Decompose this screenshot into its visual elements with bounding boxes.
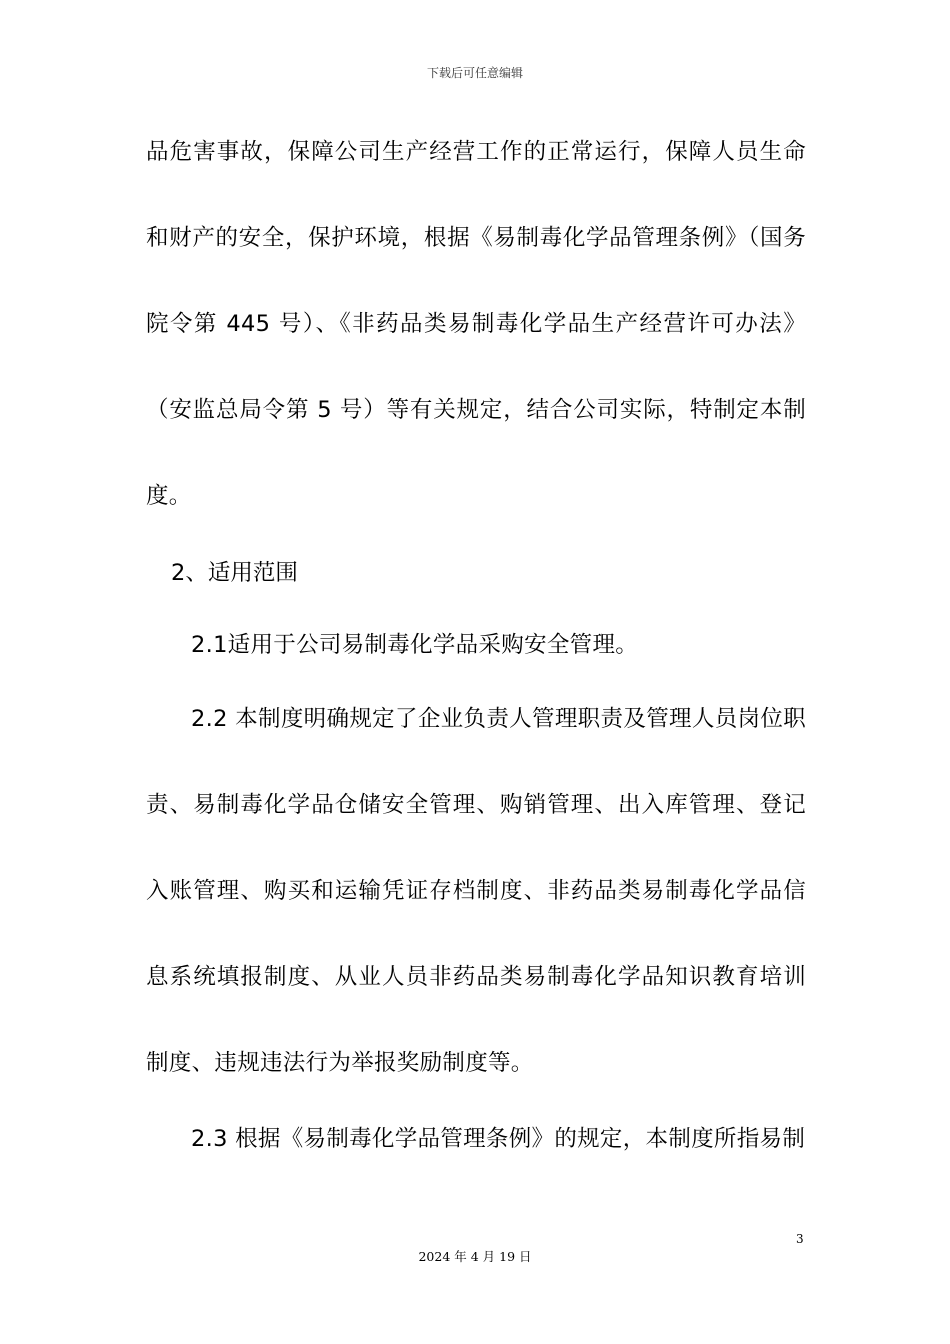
paragraph-clause-2-1: 2.1适用于公司易制毒化学品采购安全管理。 [191,632,639,658]
section-heading: 2、适用范围 [171,560,298,586]
footer-date: 2024 年 4 月 19 日 [418,1249,532,1264]
page-number: 3 [796,1232,804,1246]
header-note: 下载后可任意编辑 [426,66,523,80]
paragraph-intro: 品危害事故，保障公司生产经营工作的正常运行，保障人员生命和财产的安全，保护环境，根据《易制毒化学品管理条例》（国务院令第 445 号）、《非药品类易制毒化学品生产经营许可办法》（安监总局令第 5 号）等有关规定，结合公司实际，特制定本制度。 [146,139,806,509]
paragraph-clause-2-3: 2.3 根据《易制毒化学品管理条例》的规定，本制度所指易制 [191,1126,806,1152]
paragraph-clause-2-2: 2.2 本制度明确规定了企业负责人管理职责及管理人员岗位职责、易制毒化学品仓储安全管理、购销管理、出入库管理、登记入账管理、购买和运输凭证存档制度、非药品类易制毒化学品信息系统填报制度、从业人员非药品类易制毒化学品知识教育培训制度、违规违法行为举报奖励制度等。 [146,706,806,1076]
